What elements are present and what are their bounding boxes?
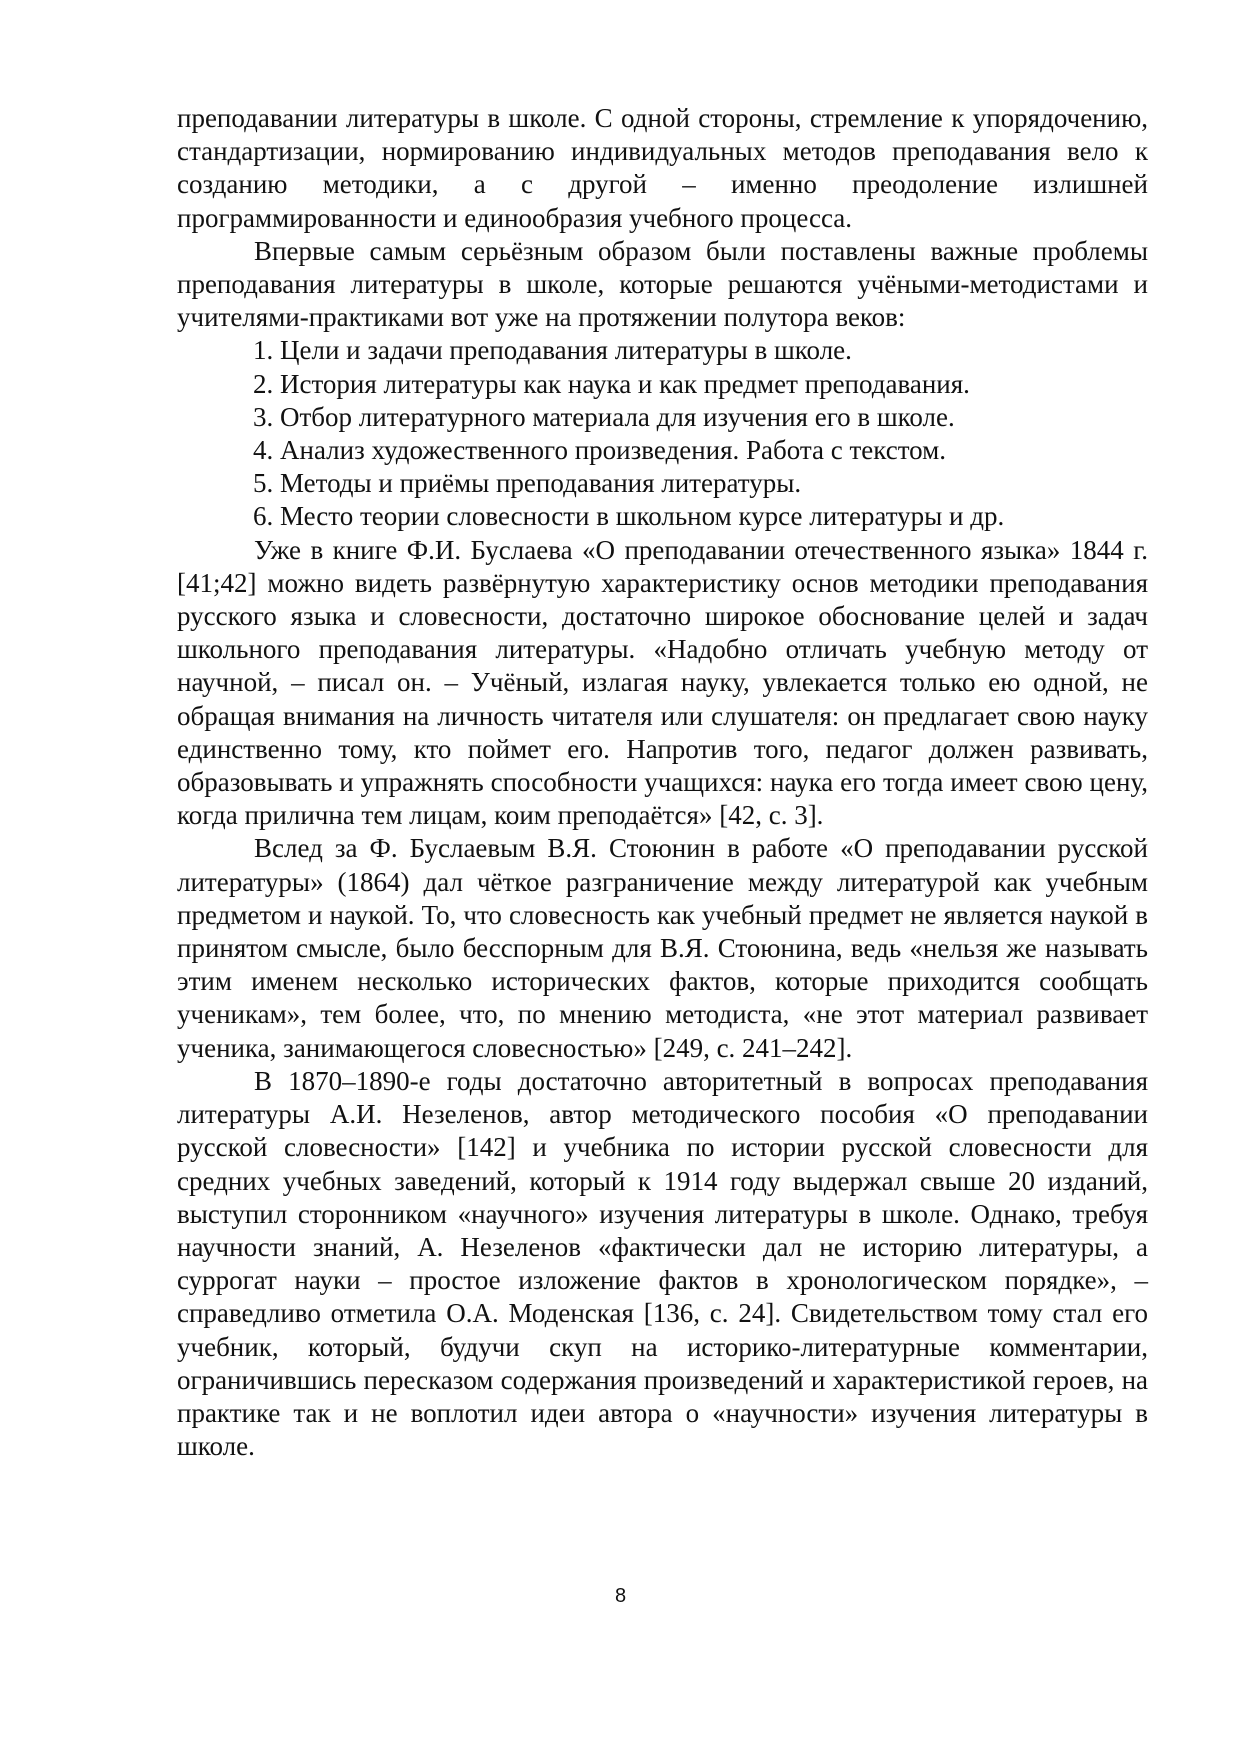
- page-number: 8: [614, 1585, 627, 1607]
- paragraph-problems-intro: Впервые самым серьёзным образом были поставлены важные проблемы преподавания литературы в школе, которые решаются учёными-методистами и учителями-практиками вот уже на протяжении полутора веков:: [177, 235, 1148, 333]
- list-item: 1. Цели и задачи преподавания литературы в школе.: [253, 335, 852, 366]
- list-item: 5. Методы и приёмы преподавания литературы.: [253, 468, 802, 499]
- paragraph-buslaev: Уже в книге Ф.И. Буслаева «О преподавании отечественного языка» 1844 г. [41;42] можно видеть развёрнутую характеристику основ методики преподавания русского языка и словесности, достаточно широкое обоснование целей и задач школьного преподавания литературы. «Надобно отличать учебную методу от научной, – писал он. – Учёный, излагая науку, увлекается только ею одной, не обращая внимания на личность читателя или слушателя: он предлагает свою науку единственно тому, кто поймет его. Напротив того, педагог должен развивать, образовывать и упражнять способности учащихся: наука его тогда имеет свою цену, когда прилична тем лицам, коим преподаётся» [42, с. 3].: [177, 534, 1148, 831]
- paragraph-stoyunin: Вслед за Ф. Буслаевым В.Я. Стоюнин в работе «О преподавании русской литературы» (1864) дал чёткое разграничение между литературой как учебным предметом и наукой. То, что словесность как учебный предмет не является наукой в принятом смысле, было бесспорным для В.Я. Стоюнина, ведь «нельзя же называть этим именем несколько исторических фактов, которые приходится сообщать ученикам», тем более, что, по мнению методиста, «не этот материал развивает ученика, занимающегося словесностью» [249, с. 241–242].: [177, 833, 1148, 1063]
- list-item: 2. История литературы как наука и как предмет преподавания.: [253, 368, 970, 399]
- paragraph-continuation: преподавании литературы в школе. С одной стороны, стремление к упорядочению, стандартизации, нормированию индивидуальных методов преподавания вело к созданию методики, а с другой – именно преодоление излишней программированности и единообразия учебного процесса.: [177, 103, 1148, 233]
- list-item: 4. Анализ художественного произведения. Работа с текстом.: [253, 435, 946, 466]
- list-item: 6. Место теории словесности в школьном курсе литературы и др.: [253, 501, 1005, 532]
- page-body: [177, 102, 1148, 1463]
- paragraph-nezelenov: В 1870–1890-е годы достаточно авторитетный в вопросах преподавания литературы А.И. Незеленов, автор методического пособия «О преподавании русской словесности» [142] и учебника по истории русской словесности для средних учебных заведений, который к 1914 году выдержал свыше 20 изданий, выступил сторонником «научного» изучения литературы в школе. Однако, требуя научности знаний, А. Незеленов «фактически дал не историю литературы, а суррогат науки – простое изложение фактов в хронологическом порядке», – справедливо отметила О.А. Моденская [136, с. 24]. Свидетельством тому стал его учебник, который, будучи скуп на историко-литературные комментарии, ограничившись пересказом содержания произведений и характеристикой героев, на практике так и не воплотил идеи автора о «научности» изучения литературы в школе.: [177, 1065, 1148, 1462]
- problems-list: [177, 334, 1148, 533]
- list-item: 3. Отбор литературного материала для изучения его в школе.: [253, 401, 955, 432]
